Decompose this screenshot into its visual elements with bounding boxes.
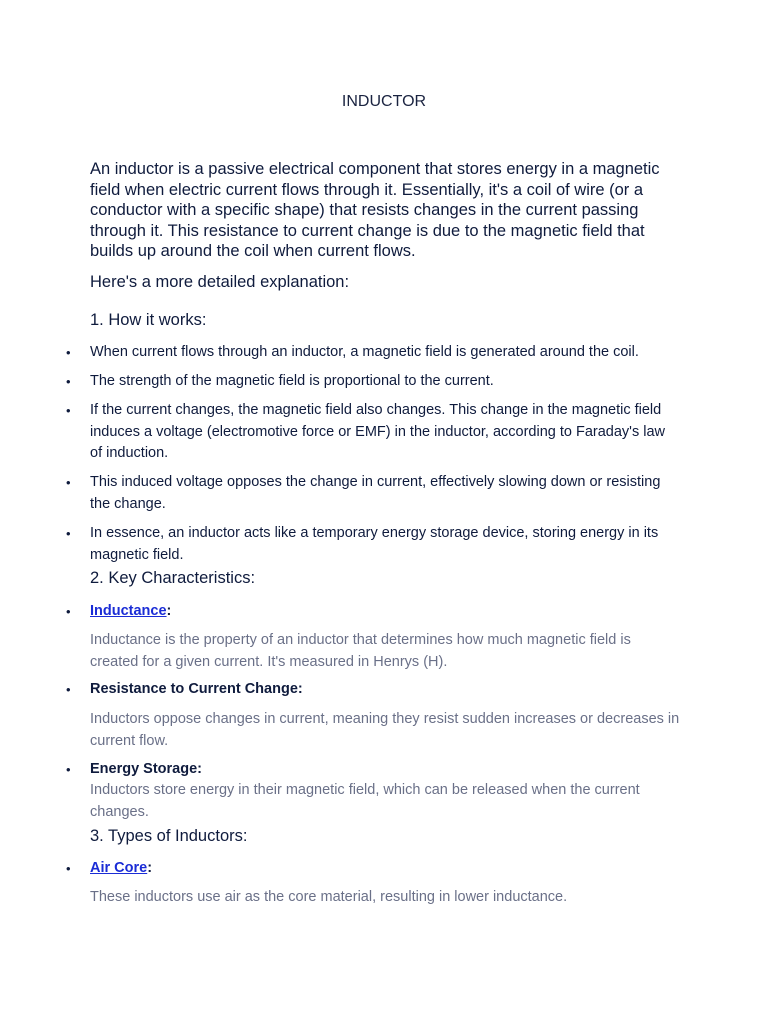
bullet-icon: • xyxy=(66,526,71,541)
list-item-energy-storage: Energy Storage: xyxy=(90,761,202,777)
bullet-icon: • xyxy=(66,861,71,876)
section-heading-types-of-inductors: 3. Types of Inductors: xyxy=(90,827,248,845)
bullet-icon: • xyxy=(66,682,71,697)
intro-paragraph: An inductor is a passive electrical component that stores energy in a magnetic field when electric current flows through it. Essentially, it's a coil of wire (or a conductor with a specific shape) that resists changes in the current passing through it. This resistance to current change is due to the magnetic field that builds up around the coil when current flows. xyxy=(90,160,660,260)
resistance-description: Inductors oppose changes in current, meaning they resist sudden increases or decreases in current flow. xyxy=(90,711,680,749)
lead-paragraph: Here's a more detailed explanation: xyxy=(90,273,350,291)
inductance-description: Inductance is the property of an inductor that determines how much magnetic field is created for a given current. It's measured in Henrys (H). xyxy=(90,632,631,670)
list-item-air-core xyxy=(90,858,680,880)
term-suffix: : xyxy=(166,603,172,619)
section-heading-key-characteristics: 2. Key Characteristics: xyxy=(90,569,256,587)
list-item: If the current changes, the magnetic field also changes. This change in the magnetic field induces a voltage (electromotive force or EMF) in the inductor, according to Faraday's law of induction. xyxy=(90,402,665,461)
list-item: When current flows through an inductor, a magnetic field is generated around the coil. xyxy=(90,344,639,360)
section-heading-how-it-works: 1. How it works: xyxy=(90,311,207,329)
term-suffix: : xyxy=(147,860,153,876)
inductance-link[interactable]: Inductance xyxy=(90,603,167,619)
list-item: The strength of the magnetic field is proportional to the current. xyxy=(90,373,494,389)
document-title: INDUCTOR xyxy=(341,93,427,110)
bullet-icon: • xyxy=(66,604,71,619)
bullet-icon: • xyxy=(66,475,71,490)
air-core-link[interactable]: Air Core xyxy=(90,860,148,876)
list-item-resistance-to-current-change: Resistance to Current Change: xyxy=(90,681,303,697)
bullet-icon: • xyxy=(66,345,71,360)
energy-storage-description: Inductors store energy in their magnetic field, which can be released when the current changes. xyxy=(90,782,640,820)
bullet-icon: • xyxy=(66,762,71,777)
list-item: In essence, an inductor acts like a temporary energy storage device, storing energy in its magnetic field. xyxy=(90,525,659,563)
bullet-icon: • xyxy=(66,403,71,418)
list-item-inductance xyxy=(90,601,680,623)
bullet-icon: • xyxy=(66,374,71,389)
air-core-description: These inductors use air as the core material, resulting in lower inductance. xyxy=(90,889,568,905)
list-item: This induced voltage opposes the change in current, effectively slowing down or resisting the change. xyxy=(90,474,661,512)
